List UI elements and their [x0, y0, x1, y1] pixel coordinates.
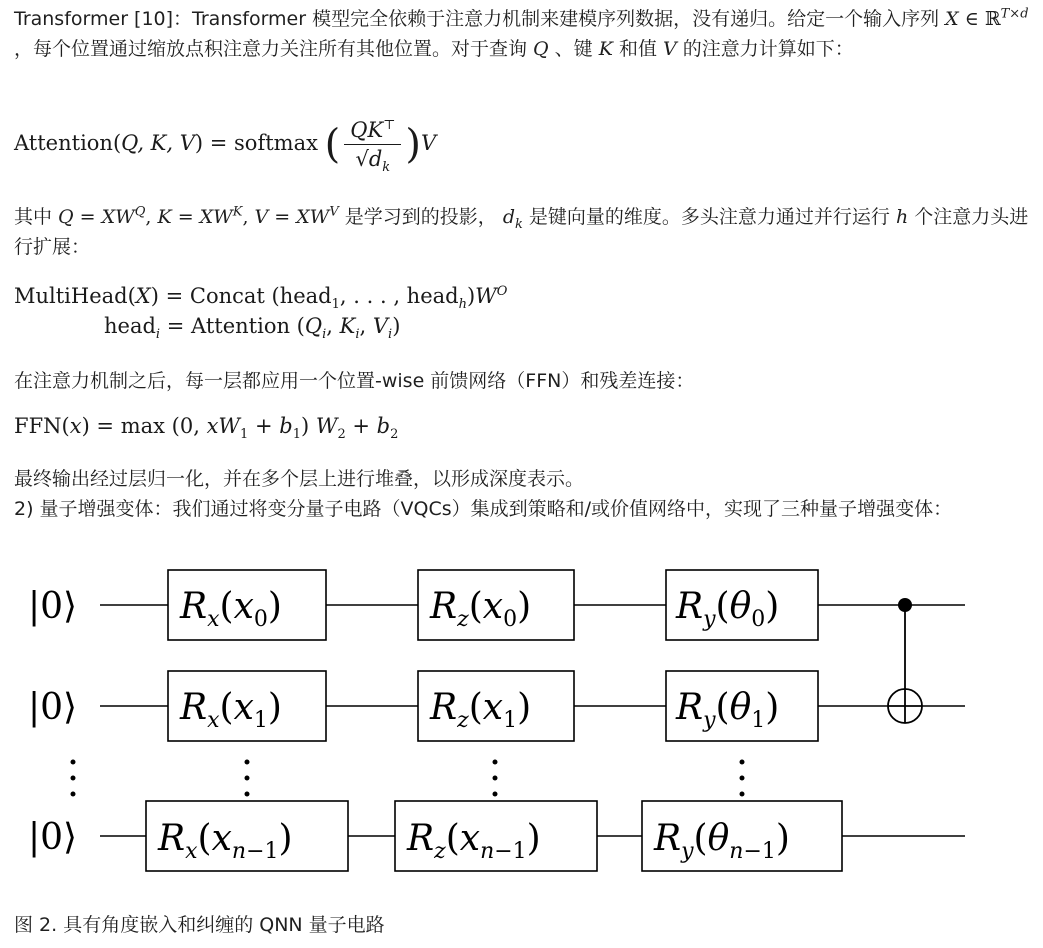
text-run: Transformer [10]：Transformer 模型完全依赖于注意力机制来建模序列数据，没有递归。给定一个输入序列: [14, 8, 946, 30]
equation-multihead: MultiHead(X) = Concat (head$_1$, . . . , $head_h)W^O$: [14, 284, 508, 313]
text-run: 和值: [612, 38, 664, 60]
text-run: 其中: [14, 206, 59, 228]
paragraph-ffn: [14, 366, 1029, 396]
label-rx-0: $R_x(x_0)$: [180, 586, 282, 632]
label-rz-n: $R_z(x_n-1)$: [407, 818, 541, 864]
equation-attention: Attention(Q, K, V) = softmax ( $\frac{QK^⊤}{√d_k}$ )V: [14, 118, 437, 176]
label-ry-1: $R_y(\theta_1)$: [676, 687, 780, 733]
paragraph-transformer-intro: Transformer [10]：Transformer 模型完全依赖于注意力机制来建模序列数据，没有递归。给定一个输入序列 X ∈ ℝ$^{T\times d}$ ，每个位置通过缩放点积注意力关注所有其他位置。对于查询 Q 、键 K 和值 V 的注意力计算如下：: [14, 6, 1029, 60]
label-rx-1: $R_x(x_1)$: [180, 687, 282, 733]
attention-fraction: $\frac{QK^⊤}{√d_k}$: [344, 118, 401, 171]
paragraph-quantum-variants: [14, 494, 1029, 524]
label-rz-1: $R_z(x_1)$: [430, 687, 532, 733]
paragraph-layernorm: [14, 464, 1029, 494]
text-run: 、键: [548, 38, 599, 60]
text-run: 的注意力计算如下：: [676, 38, 854, 60]
text-run: 在注意力机制之后，每一层都应用一个位置-wise 前馈网络（FFN）和残差连接：: [14, 370, 695, 392]
math-projections: Q: [58, 206, 74, 228]
text-run: 是键向量的维度。多头注意力通过并行运行: [522, 206, 896, 228]
equation-ffn: FFN(x) = max (0, $xW_1 + b_1$) $W_2 + b_2$: [14, 414, 399, 443]
label-ry-0: $R_y(\theta_0)$: [676, 586, 780, 632]
text-run: 个注意力头进行扩展：: [14, 206, 1029, 258]
cnot-control-dot: [898, 598, 912, 612]
figure-caption: 图 2. 具有角度嵌入和纠缠的 QNN 量子电路: [14, 914, 385, 936]
text-run: ，每个位置通过缩放点积注意力关注所有其他位置。对于查询: [14, 38, 534, 60]
math-x-in-r: X: [945, 8, 959, 30]
paragraph-projections: 其中 $Q = XW^Q$, $K = XW^K$, $V = XW^V$ 是学习到的投影， $d_k$ 是键向量的维度。多头注意力通过并行运行 h 个注意力头进行扩展：: [14, 204, 1029, 258]
ket-zero-n: |0⟩: [28, 817, 78, 858]
label-rz-0: $R_z(x_0)$: [430, 586, 532, 632]
cnot-gate: [888, 605, 922, 723]
text-run: 最终输出经过层归一化，并在多个层上进行堆叠，以形成深度表示。: [14, 468, 585, 490]
label-ry-n: $R_y(\theta_n-1)$: [654, 818, 790, 864]
ket-zero-1: |0⟩: [28, 687, 78, 728]
quantum-circuit-figure: [0, 560, 1043, 900]
text-run: 2) 量子增强变体：我们通过将变分量子电路（VQCs）集成到策略和/或价值网络中，实现了三种量子增强变体：: [14, 498, 953, 520]
text-run: 是学习到的投影，: [338, 206, 503, 228]
ket-zero-0: |0⟩: [28, 586, 78, 627]
label-rx-n: $R_x(x_n-1)$: [158, 818, 293, 864]
equation-head-i: head$_i$ = Attention ($Q_i$, $K_i$, $V_i$): [104, 314, 401, 343]
